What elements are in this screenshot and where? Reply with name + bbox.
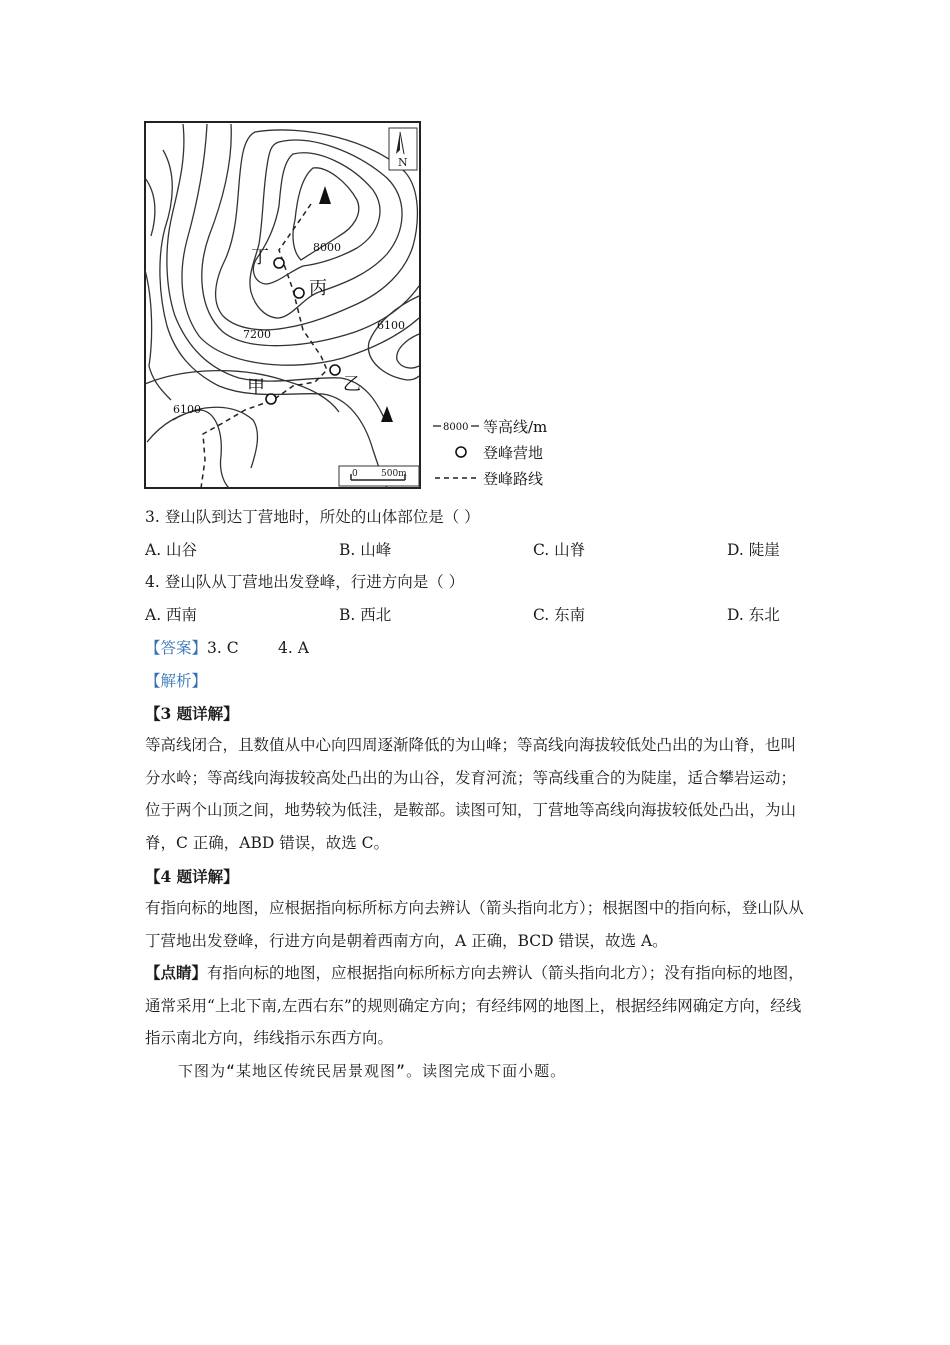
detail-3-text: 等高线闭合，且数值从中心向四周逐渐降低的为山峰；等高线向海拔较低处凸出的为山脊，也叫分水岭；等高线向海拔较高处凸出的为山谷，发育河流；等高线重合的为陡崖，适合攀岩运动；位于两个山顶之间，地势较为低洼，是鞍部。读图可知，丁营地等高线向海拔较低处凸出，为山脊，C 正确，ABD 错误，故选 C。 xyxy=(145,736,797,852)
contour-map xyxy=(143,120,563,492)
legend-route-label: 登峰路线 xyxy=(483,470,544,488)
legend-camp-icon xyxy=(456,447,466,457)
contour-label-7200: 7200 xyxy=(243,328,271,341)
contour-label-6100-right: 6100 xyxy=(377,319,405,332)
camp-yi-label: 乙 xyxy=(343,374,361,395)
answer-value: 3. C 4. A xyxy=(207,639,309,657)
scale-bar xyxy=(339,466,419,486)
detail-4-text: 有指向标的地图，应根据指向标所标方向去辨认（箭头指向北方）；根据图中的指向标，登山队从丁营地出发登峰，行进方向是朝着西南方向，A 正确，BCD 错误，故选 A。 xyxy=(145,899,804,950)
answer-line xyxy=(145,638,309,658)
q4-option-a: A. 西南 xyxy=(145,606,198,624)
q3-option-a: A. 山谷 xyxy=(145,541,198,559)
q3-option-b: B. 山峰 xyxy=(339,541,392,559)
q4-option-b: B. 西北 xyxy=(339,606,392,624)
scale-zero: 0 xyxy=(352,469,358,479)
contour-label-8000: 8000 xyxy=(313,241,341,254)
q3-option-d: D. 陡崖 xyxy=(727,541,780,559)
q4-option-d: D. 东北 xyxy=(727,606,780,624)
scale-value: 500m xyxy=(381,469,407,479)
tip-paragraph xyxy=(145,957,810,1055)
camp-bing-label: 丙 xyxy=(309,278,327,299)
camp-yi-marker xyxy=(330,365,340,375)
tip-text: 有指向标的地图，应根据指向标所标方向去辨认（箭头指向北方）；没有指向标的地图，通常采用“上北下南,左西右东”的规则确定方向；有经纬网的地图上，根据经纬网确定方向，经线指示南北方向，纬线指示东西方向。 xyxy=(145,964,804,1048)
question-3-stem: 3. 登山队到达丁营地时，所处的山体部位是（ ） xyxy=(145,508,480,526)
question-4-stem: 4. 登山队从丁营地出发登峰，行进方向是（ ） xyxy=(145,573,465,591)
map-legend xyxy=(433,418,547,488)
camp-ding-marker xyxy=(274,258,284,268)
north-label: N xyxy=(398,156,408,169)
next-section-caption: 下图为“某地区传统民居景观图”。读图完成下面小题。 xyxy=(178,1062,567,1080)
north-arrow-icon xyxy=(389,128,417,170)
detail-4-title: 【4 题详解】 xyxy=(145,867,239,886)
q3-option-c: C. 山脊 xyxy=(533,541,586,559)
legend-contour-label: 等高线/m xyxy=(483,418,548,436)
legend-contour-sample: 8000 xyxy=(443,422,469,433)
analysis-label: 【解析】 xyxy=(145,672,208,690)
contour-label-6100-left: 6100 xyxy=(173,403,201,416)
camp-jia-label: 甲 xyxy=(247,377,265,398)
camp-ding-label: 丁 xyxy=(251,247,269,268)
answer-label: 【答案】 xyxy=(145,639,208,657)
tip-label: 【点睛】 xyxy=(145,963,208,982)
detail-3-title: 【3 题详解】 xyxy=(145,704,239,723)
legend-camp-label: 登峰营地 xyxy=(483,444,544,462)
q4-option-c: C. 东南 xyxy=(533,606,586,624)
camp-jia-marker xyxy=(266,394,276,404)
camp-bing-marker xyxy=(294,288,304,298)
